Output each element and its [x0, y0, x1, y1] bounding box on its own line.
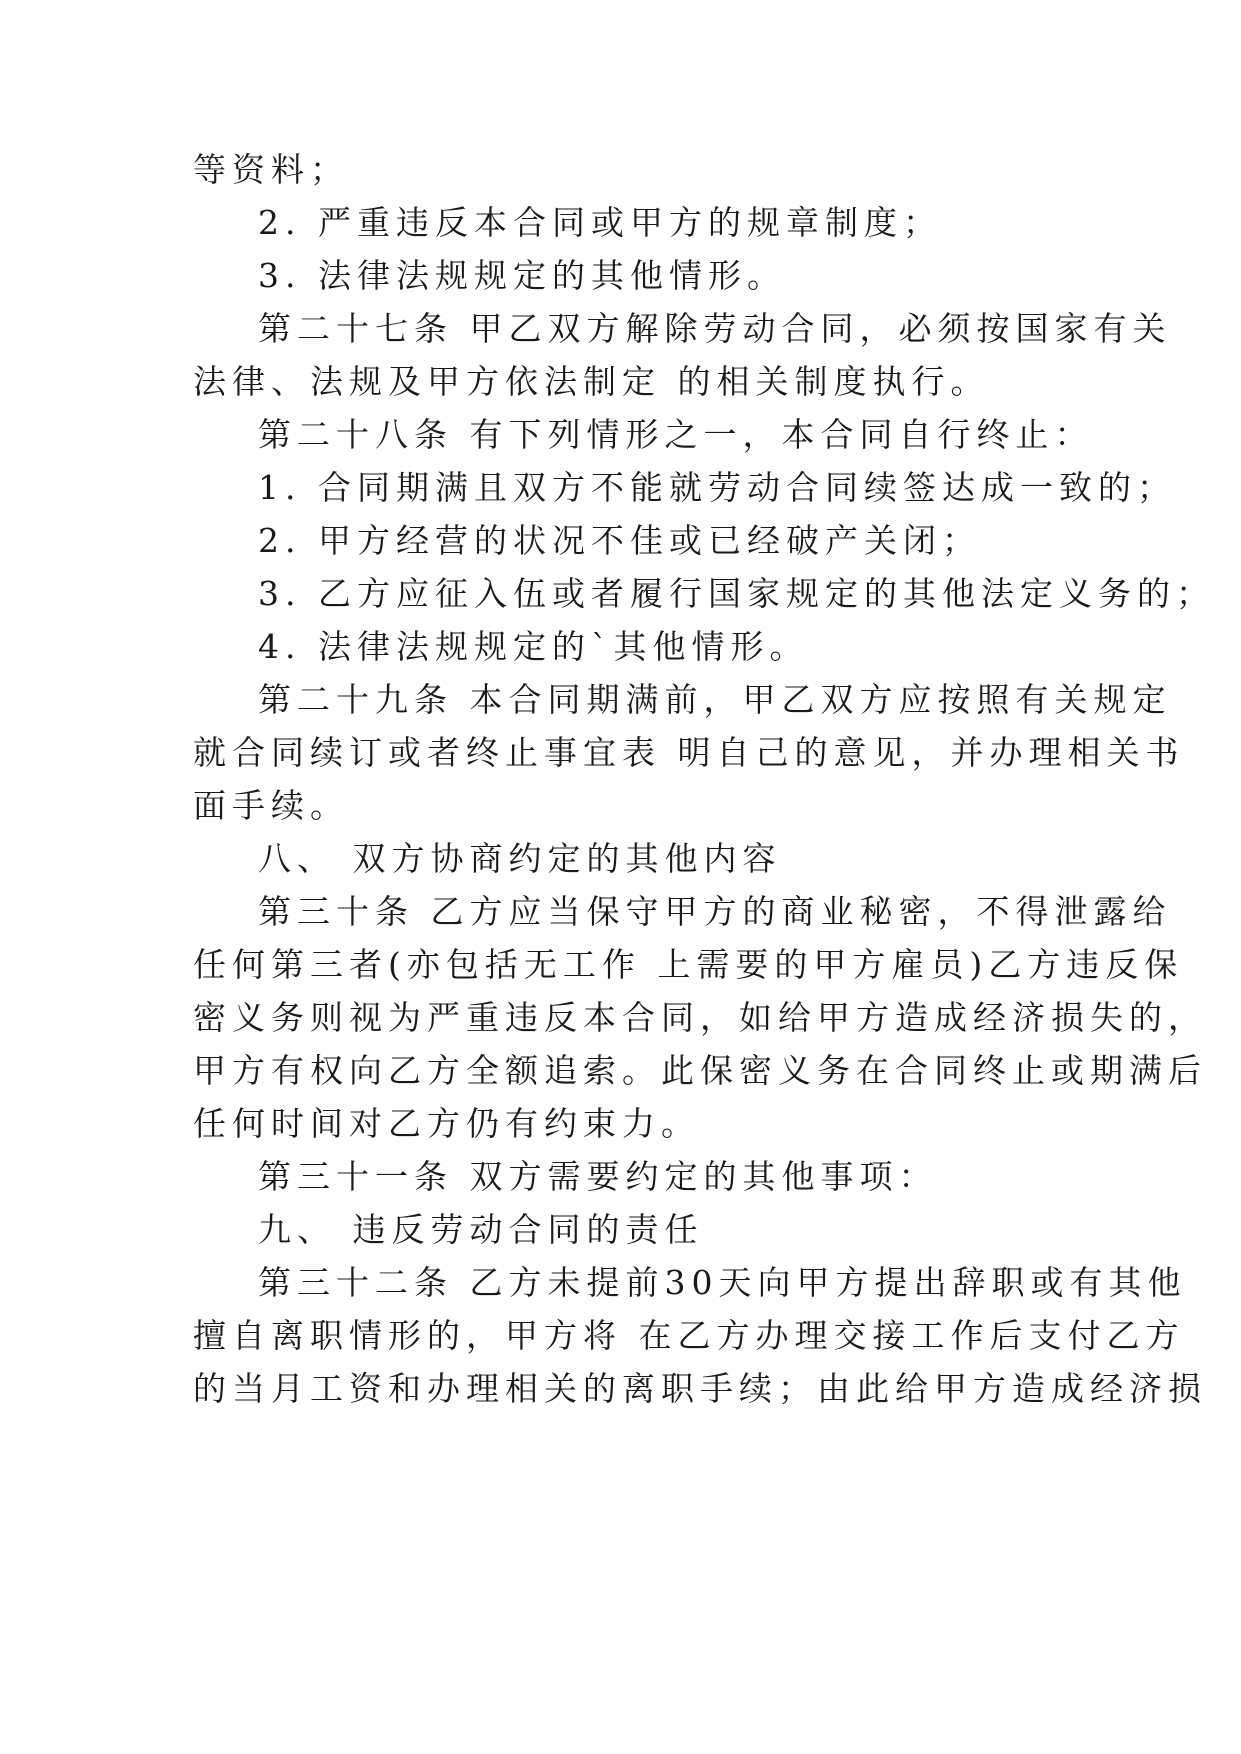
text-line: 3. 法律法规规定的其他情形。 — [258, 256, 786, 295]
text-line: 第二十七条 甲乙双方解除劳动合同，必须按国家有关 — [258, 309, 1172, 348]
section-heading: 九、 违反劳动合同的责任 — [258, 1210, 704, 1249]
text-line: 的当月工资和办理相关的离职手续；由此给甲方造成经济损 — [193, 1369, 1207, 1408]
text-line: 第三十一条 双方需要约定的其他事项： — [258, 1157, 938, 1196]
text-line: 任何第三者(亦包括无工作 上需要的甲方雇员)乙方违反保 — [193, 945, 1184, 984]
text-line: 2. 严重违反本合同或甲方的规章制度； — [258, 203, 942, 242]
text-line: 等资料； — [193, 150, 349, 189]
text-line: 4. 法律法规规定的`其他情形。 — [258, 627, 809, 666]
text-line: 第二十九条 本合同期满前，甲乙双方应按照有关规定 — [258, 680, 1172, 719]
text-line: 1. 合同期满且双方不能就劳动合同续签达成一致的； — [258, 468, 1176, 507]
text-line: 密义务则视为严重违反本合同，如给甲方造成经济损失的， — [193, 998, 1207, 1037]
text-line: 面手续。 — [193, 786, 349, 825]
text-line: 第三十条 乙方应当保守甲方的商业秘密，不得泄露给 — [258, 892, 1172, 931]
text-line: 2. 甲方经营的状况不佳或已经破产关闭； — [258, 521, 981, 560]
text-line: 法律、法规及甲方依法制定 的相关制度执行。 — [193, 362, 990, 401]
text-line: 3. 乙方应征入伍或者履行国家规定的其他法定义务的； — [258, 574, 1215, 613]
text-line: 任何时间对乙方仍有约束力。 — [193, 1104, 700, 1143]
text-line: 甲方有权向乙方全额追索。此保密义务在合同终止或期满后 — [193, 1051, 1207, 1090]
section-heading: 八、 双方协商约定的其他内容 — [258, 839, 782, 878]
text-line: 就合同续订或者终止事宜表 明自己的意见，并办理相关书 — [193, 733, 1185, 772]
text-line: 第三十二条 乙方未提前30天向甲方提出辞职或有其他 — [258, 1263, 1187, 1302]
text-line: 第二十八条 有下列情形之一，本合同自行终止： — [258, 415, 1094, 454]
text-line: 擅自离职情形的，甲方将 在乙方办理交接工作后支付乙方 — [193, 1316, 1185, 1355]
